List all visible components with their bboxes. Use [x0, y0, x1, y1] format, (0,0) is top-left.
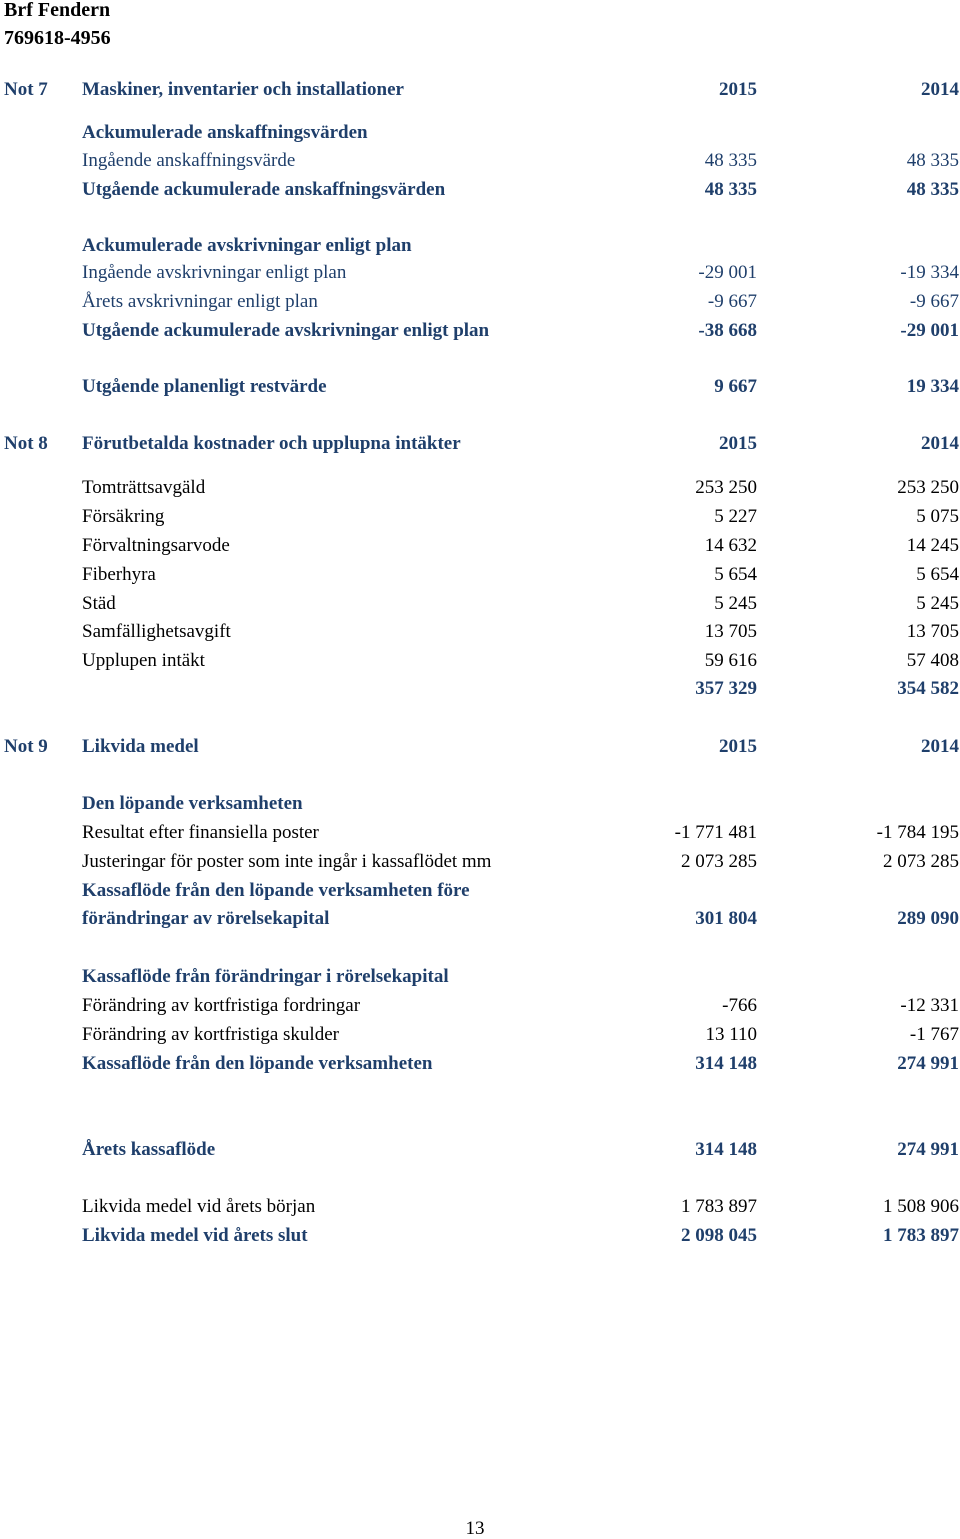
- value-2014: -9 667: [909, 291, 959, 312]
- value-2015: 14 632: [704, 535, 757, 556]
- note-number: Not 7: [4, 79, 48, 100]
- value-2014: -12 331: [900, 995, 959, 1016]
- value-2015: 5 654: [714, 564, 757, 585]
- note-number: Not 8: [4, 433, 48, 454]
- year-header-2014: 2014: [921, 736, 959, 757]
- row-label: Samfällighetsavgift: [82, 621, 231, 642]
- subtotal-label-line2: förändringar av rörelsekapital: [82, 908, 330, 929]
- org-number: 769618-4956: [4, 27, 111, 49]
- closing-label: Likvida medel vid årets slut: [82, 1225, 308, 1246]
- opening-label: Likvida medel vid årets början: [82, 1196, 316, 1217]
- row-label: Utgående ackumulerade anskaffningsvärden: [82, 179, 446, 200]
- value-2015: -766: [722, 995, 757, 1016]
- row-label: Försäkring: [82, 506, 165, 527]
- value-2014: 13 705: [906, 621, 959, 642]
- value-2014: 5 245: [916, 593, 959, 614]
- year-header-2015: 2015: [719, 79, 757, 100]
- value-2015: 59 616: [704, 650, 757, 671]
- section-title: Kassaflöde från förändringar i rörelsekapital: [82, 966, 449, 987]
- subtotal-2015: 314 148: [695, 1053, 757, 1074]
- row-label: Städ: [82, 593, 116, 614]
- value-2014: -1 767: [909, 1024, 959, 1045]
- yearly-flow-2014: 274 991: [897, 1139, 959, 1160]
- year-header-2014: 2014: [921, 79, 959, 100]
- value-2015: 2 073 285: [681, 851, 757, 872]
- value-2014: 48 335: [906, 179, 959, 200]
- row-label: Årets avskrivningar enligt plan: [82, 291, 318, 312]
- section-title: Ackumulerade avskrivningar enligt plan: [82, 235, 412, 256]
- subtotal-2014: 289 090: [897, 908, 959, 929]
- opening-2014: 1 508 906: [883, 1196, 959, 1217]
- row-label: Förvaltningsarvode: [82, 535, 230, 556]
- company-name: Brf Fendern: [4, 0, 111, 21]
- value-2015: 13 705: [704, 621, 757, 642]
- value-2014: 5 075: [916, 506, 959, 527]
- note-title: Förutbetalda kostnader och upplupna intäkter: [82, 433, 461, 454]
- row-label: Ingående avskrivningar enligt plan: [82, 262, 347, 283]
- value-2015: 48 335: [704, 150, 757, 171]
- subtotal-label: Kassaflöde från den löpande verksamheten: [82, 1053, 433, 1074]
- note-number: Not 9: [4, 736, 48, 757]
- value-2015: 13 110: [705, 1024, 757, 1045]
- residual-2015: 9 667: [714, 376, 757, 397]
- value-2015: 48 335: [704, 179, 757, 200]
- row-label: Förändring av kortfristiga fordringar: [82, 995, 361, 1016]
- value-2015: 253 250: [695, 477, 757, 498]
- page-number: 13: [465, 1518, 485, 1539]
- value-2014: -1 784 195: [876, 822, 959, 843]
- row-label: Upplupen intäkt: [82, 650, 205, 671]
- closing-2014: 1 783 897: [883, 1225, 959, 1246]
- value-2015: 5 245: [714, 593, 757, 614]
- row-label: Förändring av kortfristiga skulder: [82, 1024, 339, 1045]
- section-title: Den löpande verksamheten: [82, 793, 303, 814]
- subtotal-2014: 274 991: [897, 1053, 959, 1074]
- closing-2015: 2 098 045: [681, 1225, 757, 1246]
- residual-label: Utgående planenligt restvärde: [82, 376, 327, 397]
- row-label: Tomträttsavgäld: [82, 477, 206, 498]
- value-2015: -9 667: [707, 291, 757, 312]
- row-label: Fiberhyra: [82, 564, 156, 585]
- residual-2014: 19 334: [906, 376, 959, 397]
- note-title: Likvida medel: [82, 736, 199, 757]
- value-2015: -1 771 481: [674, 822, 757, 843]
- row-label: Ingående anskaffningsvärde: [82, 150, 296, 171]
- value-2014: -29 001: [900, 320, 959, 341]
- row-label: Justeringar för poster som inte ingår i kassaflödet mm: [82, 851, 492, 872]
- subtotal-label-line1: Kassaflöde från den löpande verksamheten före: [82, 880, 470, 901]
- value-2014: 2 073 285: [883, 851, 959, 872]
- yearly-flow-label: Årets kassaflöde: [82, 1139, 216, 1160]
- row-label: Resultat efter finansiella poster: [82, 822, 319, 843]
- yearly-flow-2015: 314 148: [695, 1139, 757, 1160]
- section-title: Ackumulerade anskaffningsvärden: [82, 122, 368, 143]
- value-2014: 57 408: [906, 650, 959, 671]
- row-label: Utgående ackumulerade avskrivningar enligt plan: [82, 320, 490, 341]
- year-header-2015: 2015: [719, 736, 757, 757]
- subtotal-2015: 301 804: [695, 908, 757, 929]
- opening-2015: 1 783 897: [681, 1196, 757, 1217]
- value-2015: -38 668: [698, 320, 757, 341]
- year-header-2014: 2014: [921, 433, 959, 454]
- note-title: Maskiner, inventarier och installationer: [82, 79, 404, 100]
- year-header-2015: 2015: [719, 433, 757, 454]
- value-2014: 48 335: [906, 150, 959, 171]
- value-2015: -29 001: [698, 262, 757, 283]
- value-2014: 253 250: [897, 477, 959, 498]
- value-2015: 5 227: [714, 506, 757, 527]
- total-2015: 357 329: [695, 678, 757, 699]
- total-2014: 354 582: [897, 678, 959, 699]
- value-2014: -19 334: [900, 262, 959, 283]
- value-2014: 5 654: [916, 564, 959, 585]
- value-2014: 14 245: [906, 535, 959, 556]
